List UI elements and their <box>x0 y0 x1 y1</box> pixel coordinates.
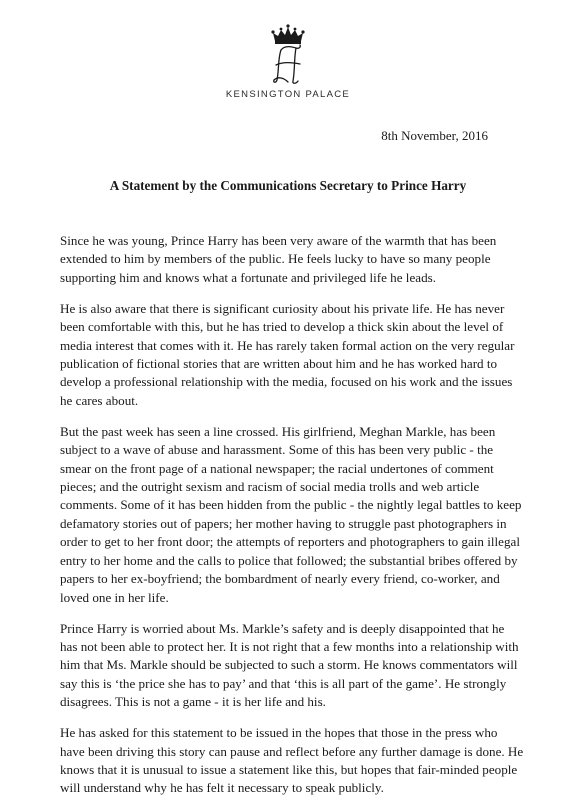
statement-body <box>60 232 524 810</box>
letterhead <box>0 24 576 100</box>
paragraph: Prince Harry is worried about Ms. Markle’s safety and is deeply disappointed that he has not been able to protect her. It is not right that a few months into a relationship with him that Ms. Markle should be subjected to such a storm. He knows commentators will say this is ‘the price she has to pay’ and that ‘this is all part of the game’. He strongly disagrees. This is not a game - it is her life and his. <box>60 620 519 710</box>
paragraph: But the past week has seen a line crossed. His girlfriend, Meghan Markle, has been subject to a wave of abuse and harassment. Some of this has been very public - the smear on the front page of a national newspaper; the racial undertones of comment pieces; and the outright sexism and racism of social media trolls and web article comments. Some of it has been hidden from the public - the nightly legal battles to keep defamatory stories out of papers; her mother having to struggle past photographers in order to get to her front door; the attempts of reporters and photographers to gain illegal entry to her home and the calls to police that followed; the substantial bribes offered by papers to her ex-boyfriend; the bombardment of nearly every friend, co-worker, and loved one in her life. <box>60 423 522 605</box>
paragraph: He is also aware that there is significant curiosity about his private life. He has never been comfortable with this, but he has tried to develop a thick skin about the level of media interest that comes with it. He has rarely taken formal action on the very regular publication of fictional stories that are written about him and he has worked hard to develop a professional relationship with the media, focused on his work and the issues he cares about. <box>60 300 515 408</box>
organization-name: KENSINGTON PALACE <box>225 89 351 100</box>
statement-title: A Statement by the Communications Secretary to Prince Harry <box>109 178 467 193</box>
paragraph: Since he was young, Prince Harry has been very aware of the warmth that has been extended to him by members of the public. He feels lucky to have so many people supporting him and knows what a fortunate and privileged life he leads. <box>60 233 497 285</box>
royal-cypher-crown-h-icon <box>266 24 310 86</box>
paragraph: He has asked for this statement to be issued in the hopes that those in the press who have been driving this story can pause and reflect before any further damage is done. He knows that it is unusual to issue a statement like this, but hopes that fair-minded people will understand why he has felt it necessary to speak publicly. <box>60 725 524 796</box>
statement-date: 8th November, 2016 <box>381 128 488 143</box>
